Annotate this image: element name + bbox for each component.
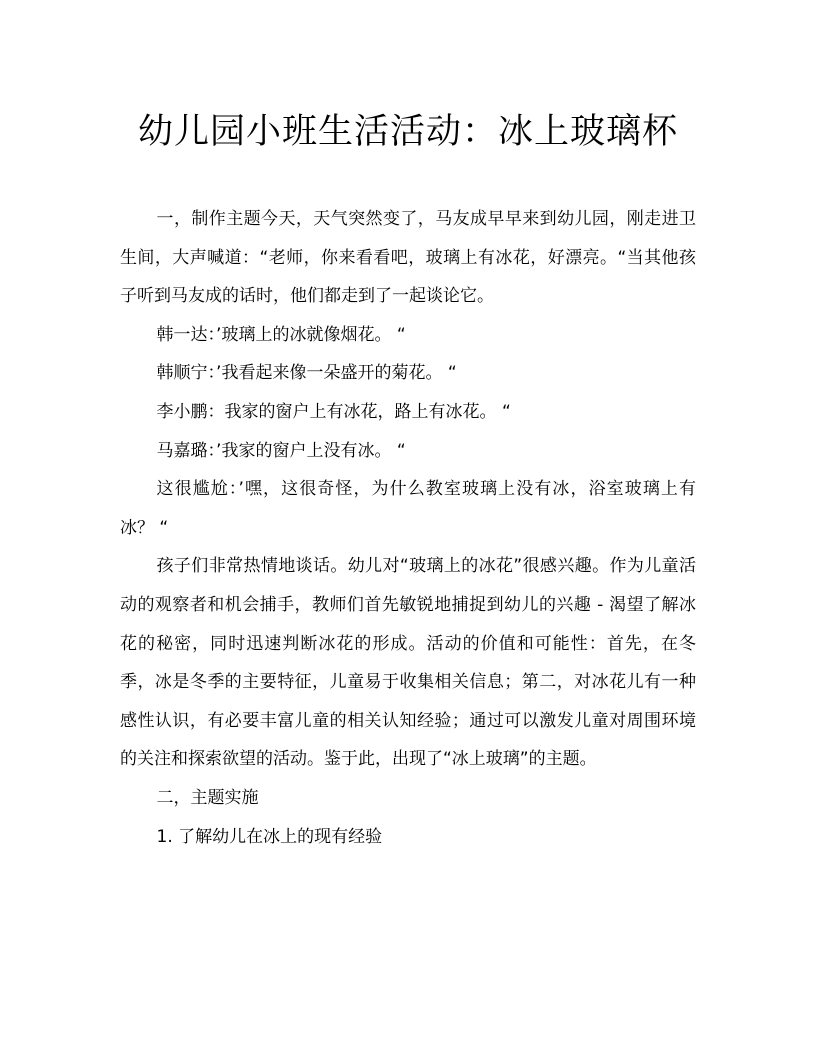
- subsection-heading-1: 1. 了解幼儿在冰上的现有经验: [156, 826, 383, 847]
- section-heading-implementation: 二，主题实施: [156, 787, 259, 808]
- paragraph-han-yida: 韩一达：’玻璃上的冰就像烟花。 “: [156, 324, 406, 345]
- document-body: [120, 200, 696, 856]
- paragraph-ma-jialu: 马嘉璐：’我家的窗户上没有冰。 “: [156, 440, 406, 461]
- paragraph-li-xiaopeng: 李小鹏：我家的窗户上有冰花，路上有冰花。 “: [156, 401, 511, 422]
- document-title: 幼儿园小班生活活动：冰上玻璃杯: [137, 112, 678, 152]
- paragraph-han-shunning: 韩顺宁：’我看起来像一朵盛开的菊花。 “: [156, 363, 457, 384]
- paragraph-analysis: 孩子们非常热情地谈话。幼儿对“玻璃上的冰花”很感兴趣。作为儿童活动的观察者和机会捕手，教师们首先敏锐地捕捉到幼儿的兴趣 - 渴望了解冰花的秘密，同时迅速判断冰花的形成。活动的价值和可能性：首先，在冬季，冰是冬季的主要特征，儿童易于收集相关信息；第二，对冰花儿有一种感性认识，有必要丰富儿童的相关认知经验；通过可以激发儿童对周围环境的关注和探索欲望的活动。鉴于此，出现了“冰上玻璃”的主题。: [120, 556, 696, 770]
- paragraph-intro: 一，制作主题今天，天气突然变了，马友成早早来到幼儿园，刚走进卫生间，大声喊道：“老师，你来看看吧，玻璃上有冰花，好漂亮。“当其他孩子听到马友成的话时，他们都走到了一起谈论它。: [120, 209, 696, 307]
- paragraph-awkward: 这很尴尬：’嘿，这很奇怪，为什么教室玻璃上没有冰，浴室玻璃上有冰？ “: [120, 479, 696, 538]
